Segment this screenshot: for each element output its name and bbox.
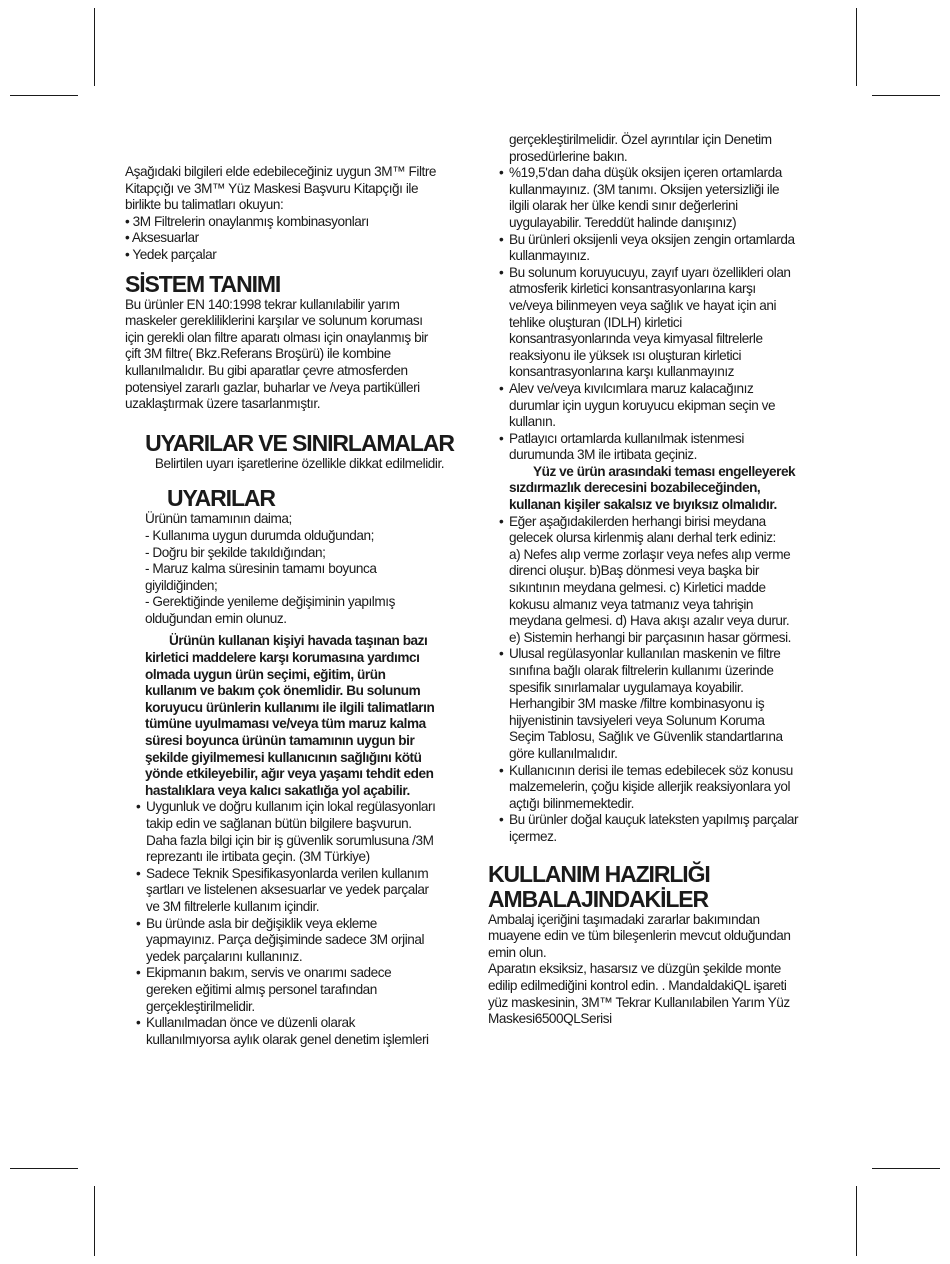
list-item: • Bu ürünler doğal kauçuk lateksten yapılmış parçalar içermez. [500, 812, 828, 845]
bold-seal-line: sızdırmazlık derecesini bozabileceğinden, [509, 480, 761, 496]
left-column [125, 164, 460, 1048]
list-item: • %19,5'dan daha düşük oksijen içeren ortamlarda kullanmayınız. (3M tanımı. Oksijen yetersizliği ile ilgili olarak her ülke kendi sınır değerlerini uygulayabilir. Tereddüt halinde danışınız) [500, 165, 828, 231]
list-item: • Kullanıcının derisi ile temas edebilecek söz konusu malzemelerin, çoğu kişide allerjik reaksiyonlara yol açtığı bilinmemektedir. [500, 763, 828, 813]
kullanim-line: muayene edin ve tüm bileşenlerin mevcut olduğundan [488, 928, 791, 944]
sistem-line: için gerekli olan filtre aparatı olması için onaylanmış bir [125, 329, 428, 345]
bold-warning-line: kullanım ve bakım çok önemlidir. Bu solunum [145, 683, 421, 699]
crop-mark [872, 95, 940, 96]
list-item: • Patlayıcı ortamlarda kullanılmak istenmesi durumunda 3M ile irtibata geçiniz. [500, 431, 828, 464]
crop-mark [10, 95, 78, 96]
kullanim-line: yüz maskesinin, 3M™ Tekrar Kullanılabilen Yarım Yüz [488, 994, 790, 1010]
daima-line: - Gerektiğinde yenileme değişiminin yapılmış [145, 594, 395, 610]
intro-line: Aşağıdaki bilgileri elde edebileceğiniz uygun 3M™ Filtre [125, 164, 437, 179]
list-item: • Bu solunum koruyucuyu, zayıf uyarı özellikleri olan atmosferik kirletici konsantrasyonlarına karşı ve/veya bilinmeyen veya sağlık ve hayat için ani tehlike oluşturan (IDLH) kirletici konsantrasyonlarında veya kimyasal filtrelerle reaksiyonu ile yüksek ısı oluşturan kirletici konsantrasyonlarına karşı kullanmayınız [500, 265, 828, 381]
bold-seal-paragraph [488, 464, 828, 514]
bold-warning-line: şekilde giyilmemesi kullanıcının sağlığını kötü [145, 749, 422, 765]
kullanim-line: edilip edilmediğini kontrol edin. . MandaldakiQL işareti [488, 977, 787, 993]
list-item: • Sadece Teknik Spesifikasyonlarda verilen kullanım şartları ve listelenen aksesuarlar ve yedek parçalar ve 3M filtrelerle kullanım içindir. [137, 866, 460, 916]
list-item: • Kullanılmadan önce ve düzenli olarak kullanılmıyorsa aylık olarak genel denetim işlemleri [137, 1015, 460, 1048]
bold-warning-line: süresi boyunca ürünün tamamının uygun bir [145, 733, 415, 749]
intro-line: • 3M Filtrelerin onaylanmış kombinasyonları [125, 213, 369, 229]
daima-line: Ürünün tamamının daima; [145, 511, 292, 527]
bold-warning-line: kirletici maddelere karşı korumasına yardımcı [145, 650, 420, 666]
intro-line: • Yedek parçalar [125, 246, 217, 262]
list-item: • Bu üründe asla bir değişiklik veya ekleme yapmayınız. Parça değişiminde sadece 3M orjinal yedek parçalarını kullanınız. [137, 916, 460, 966]
bold-warning-paragraph [125, 633, 460, 799]
sistem-tanimi-paragraph [125, 297, 460, 413]
continuation-paragraph [488, 132, 828, 165]
list-item: • Ulusal regülasyonlar kullanılan maskenin ve filtre sınıfına bağlı olarak filtrelerin kullanımı üzerinde spesifik sınırlamalar uygulamaya koyabilir. Herhangibir 3M maske /filtre kombinasyonu iş hijyenistinin tavsiyeleri veya Solunum Koruma Seçim Tablosu, Sağlık ve Güvenlik standartlarına göre kullanılmalıdır. [500, 646, 828, 762]
uyarilar-sinirlamalar-subtitle: Belirtilen uyarı işaretlerine özellikle dikkat edilmelidir. [154, 455, 445, 471]
right-bullet-list-b [500, 514, 828, 846]
daima-line: giyildiğinden; [145, 577, 218, 593]
bold-warning-line: Ürünün kullanan kişiyi havada taşınan bazı [169, 633, 428, 649]
crop-mark [856, 1186, 857, 1256]
kullanim-line: Ambalaj içeriğini taşımadaki zararlar bakımından [488, 911, 760, 927]
kullanim-line: Aparatın eksiksiz, hasarsız ve düzgün şekilde monte [488, 961, 781, 977]
intro-line: Kitapçığı ve 3M™ Yüz Maskesi Başvuru Kitapçığı ile [125, 180, 419, 196]
sistem-line: uzaklaştırmak üzere tasarlanmıştır. [125, 396, 321, 412]
daima-line: - Kullanıma uygun durumda olduğundan; [145, 527, 374, 543]
continuation-line: gerçekleştirilmelidir. Özel ayrıntılar için Denetim [509, 132, 772, 147]
daima-line: - Doğru bir şekilde takıldığından; [145, 544, 326, 560]
intro-paragraph [125, 164, 460, 264]
bold-warning-line: tümüne uyulmaması ve/veya tüm maruz kalma [145, 716, 426, 732]
continuation-line: prosedürlerine bakın. [509, 148, 628, 164]
bold-seal-line: Yüz ve ürün arasındaki teması engelleyerek [533, 463, 796, 479]
left-bullet-list [137, 799, 460, 1048]
kullanim-paragraph [488, 912, 828, 1028]
list-item: • Alev ve/veya kıvılcımlara maruz kalacağınız durumlar için uygun koruyucu ekipman seçin ve kullanın. [500, 381, 828, 431]
crop-mark [94, 1186, 95, 1256]
list-item: • Uygunluk ve doğru kullanım için lokal regülasyonları takip edin ve sağlanan bütün bilgilere başvurun. Daha fazla bilgi için bir iş güvenlik sorumlusuna /3M reprezantı ile irtibata geçin. (3M Türkiye) [137, 799, 460, 865]
list-item: • Bu ürünleri oksijenli veya oksijen zengin ortamlarda kullanmayınız. [500, 232, 828, 265]
sistem-line: potensiyel zararlı gazlar, buharlar ve /veya partikülleri [125, 379, 420, 395]
uyarilar-sinirlamalar-heading: UYARILAR VE SINIRLAMALAR [145, 429, 454, 456]
bold-warning-line: olmada uygun ürün seçimi, eğitim, ürün [145, 666, 386, 682]
crop-mark [872, 1168, 940, 1169]
bold-warning-line: koruyucu ürünlerin kullanımı ile ilgili talimatların [145, 699, 435, 715]
crop-mark [94, 8, 95, 86]
kullanim-line: emin olun. [488, 944, 547, 960]
kullanim-hazirligi-heading: KULLANIM HAZIRLIĞI AMBALAJINDAKİLER [488, 860, 710, 912]
daima-list [125, 511, 460, 627]
daima-line: olduğundan emin olunuz. [145, 610, 287, 626]
uyarilar-heading: UYARILAR [167, 485, 275, 512]
sistem-line: Bu ürünler EN 140:1998 tekrar kullanılabilir yarım [125, 296, 400, 312]
intro-line: birlikte bu talimatları okuyun: [125, 197, 284, 213]
right-column [488, 132, 828, 1028]
sistem-tanimi-heading: SİSTEM TANIMI [125, 270, 281, 297]
right-bullet-list-a [500, 165, 828, 464]
bold-seal-line: kullanan kişiler sakalsız ve bıyıksız olmalıdır. [509, 497, 777, 513]
bold-warning-line: yönde etkileyebilir, ağır veya yaşamı tehdit eden [145, 766, 434, 782]
bold-warning-line: hastalıklara veya kalıcı sakatlığa yol açabilir. [145, 782, 410, 798]
crop-mark [10, 1168, 78, 1169]
kullanim-line: Maskesi6500QLSerisi [488, 1011, 612, 1027]
crop-mark [856, 8, 857, 86]
sistem-line: kullanılmalıdır. Bu gibi aparatlar çevre atmosferden [125, 362, 408, 378]
list-item: • Eğer aşağıdakilerden herhangi birisi meydana gelecek olursa kirlenmiş alanı derhal terk ediniz: a) Nefes alıp verme zorlaşır veya nefes alıp verme direnci oluşur. b)Baş dönmesi veya başka bir sıkıntının meydana gelmesi. c) Kirletici madde kokusu almanız veya tatmanız veya tahrişin meydana gelmesi. d) Hava akışı azalır veya durur. e) Sistemin herhangi bir parçasının hasar görmesi. [500, 514, 828, 647]
sistem-line: çift 3M filtre( Bkz.Referans Broşürü) ile kombine [125, 346, 391, 362]
daima-line: - Maruz kalma süresinin tamamı boyunca [145, 561, 377, 577]
sistem-line: maskeler gerekliliklerini karşılar ve solunum koruması [125, 313, 423, 329]
list-item: • Ekipmanın bakım, servis ve onarımı sadece gereken eğitimi almış personel tarafından gerçekleştirilmelidir. [137, 965, 460, 1015]
intro-line: • Aksesuarlar [125, 230, 199, 246]
